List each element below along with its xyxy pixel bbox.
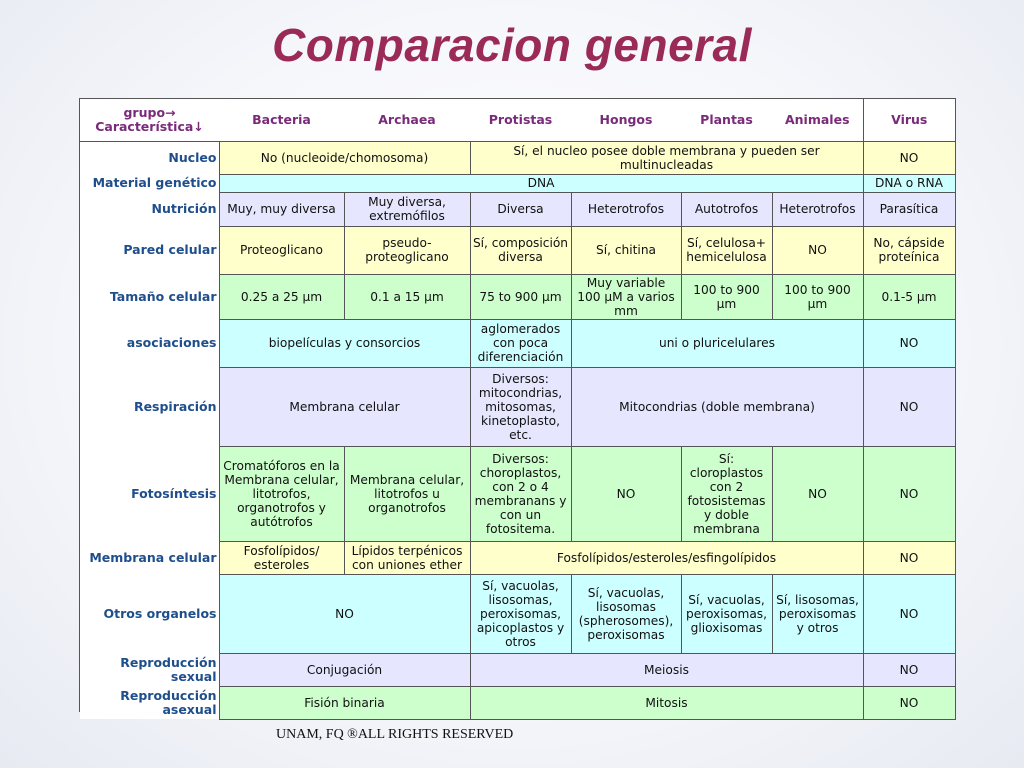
row-label: Nucleo xyxy=(80,141,219,174)
row-label: Pared celular xyxy=(80,226,219,274)
table-cell: Cromatóforos en la Membrana celular, litotrofos, organotrofos y autótrofos xyxy=(219,446,344,541)
table-cell: No, cápside proteínica xyxy=(863,226,955,274)
row-label: Fotosíntesis xyxy=(80,446,219,541)
row-label: Otros organelos xyxy=(80,574,219,653)
table-cell: Fosfolípidos/ esteroles xyxy=(219,541,344,574)
table-row-membrana xyxy=(80,541,955,574)
table-cell: Sí, chitina xyxy=(571,226,681,274)
table-row-nutricion xyxy=(80,192,955,226)
table-cell: NO xyxy=(863,653,955,686)
table-cell: 0.1 a 15 µm xyxy=(344,274,470,319)
table-cell: NO xyxy=(772,226,863,274)
table-cell: Heterotrofos xyxy=(772,192,863,226)
table-cell: Meiosis xyxy=(470,653,863,686)
table-cell: Muy variable 100 µM a varios mm xyxy=(571,274,681,319)
table-cell: 0.25 a 25 µm xyxy=(219,274,344,319)
row-label: Tamaño celular xyxy=(80,274,219,319)
table-cell: DNA xyxy=(219,174,863,192)
comparison-table xyxy=(80,99,956,720)
table-cell: Membrana celular, litotrofos u organotrofos xyxy=(344,446,470,541)
table-cell: Sí, el nucleo posee doble membrana y pueden ser multinucleadas xyxy=(470,141,863,174)
col-header-protistas: Protistas xyxy=(470,99,571,141)
page-title: Comparacion general xyxy=(272,19,752,71)
table-row-asociaciones xyxy=(80,319,955,367)
table-cell: uni o pluricelulares xyxy=(571,319,863,367)
table-row-organelos xyxy=(80,574,955,653)
table-cell: 75 to 900 µm xyxy=(470,274,571,319)
table-row-nucleo xyxy=(80,141,955,174)
col-header-hongos: Hongos xyxy=(571,99,681,141)
table-cell: Membrana celular xyxy=(219,367,470,446)
table-row-respiracion xyxy=(80,367,955,446)
table-row-fotosintesis xyxy=(80,446,955,541)
table-row-tamano xyxy=(80,274,955,319)
table-cell: Muy diversa, extremófilos xyxy=(344,192,470,226)
table-cell: NO xyxy=(863,686,955,719)
col-header-plantas: Plantas xyxy=(681,99,772,141)
table-cell: Diversa xyxy=(470,192,571,226)
table-cell: Diversos: mitocondrias, mitosomas, kinetoplasto, etc. xyxy=(470,367,571,446)
table-cell: Sí, lisosomas, peroxisomas y otros xyxy=(772,574,863,653)
col-header-bacteria: Bacteria xyxy=(219,99,344,141)
table-cell: Heterotrofos xyxy=(571,192,681,226)
table-cell: NO xyxy=(219,574,470,653)
table-row-repro-sexual xyxy=(80,653,955,686)
col-header-virus: Virus xyxy=(863,99,955,141)
table-cell: Sí: cloroplastos con 2 fotosistemas y doble membrana xyxy=(681,446,772,541)
row-label: Material genético xyxy=(80,174,219,192)
table-cell: NO xyxy=(571,446,681,541)
table-cell: NO xyxy=(863,367,955,446)
table-cell: Autotrofos xyxy=(681,192,772,226)
table-cell: NO xyxy=(863,141,955,174)
table-cell: NO xyxy=(863,541,955,574)
table-cell: 100 to 900 µm xyxy=(772,274,863,319)
table-cell: aglomerados con poca diferenciación xyxy=(470,319,571,367)
row-label: asociaciones xyxy=(80,319,219,367)
row-label: Reproducción sexual xyxy=(80,653,219,686)
table-cell: Sí, vacuolas, lisosomas, peroxisomas, apicoplastos y otros xyxy=(470,574,571,653)
table-cell: 100 to 900 µm xyxy=(681,274,772,319)
table-cell: NO xyxy=(863,446,955,541)
table-cell: NO xyxy=(863,574,955,653)
row-label: Respiración xyxy=(80,367,219,446)
table-header-row xyxy=(80,99,955,141)
table-cell: pseudo-proteoglicano xyxy=(344,226,470,274)
table-cell: NO xyxy=(772,446,863,541)
table-row-material xyxy=(80,174,955,192)
row-label: Membrana celular xyxy=(80,541,219,574)
row-label: Reproducción asexual xyxy=(80,686,219,719)
row-label: Nutrición xyxy=(80,192,219,226)
table-cell: 0.1-5 µm xyxy=(863,274,955,319)
table-cell: Sí, vacuolas, peroxisomas, glioxisomas xyxy=(681,574,772,653)
table-cell: Diversos: choroplastos, con 2 o 4 membranans y con un fotositema. xyxy=(470,446,571,541)
table-cell: NO xyxy=(863,319,955,367)
table-cell: DNA o RNA xyxy=(863,174,955,192)
table-row-repro-asexual xyxy=(80,686,955,719)
table-cell: biopelículas y consorcios xyxy=(219,319,470,367)
table-cell: Fisión binaria xyxy=(219,686,470,719)
group-label: grupo→ xyxy=(123,104,176,120)
group-header xyxy=(80,99,219,141)
table-cell: Lípidos terpénicos con uniones ether xyxy=(344,541,470,574)
table-cell: Fosfolípidos/esteroles/esfingolípidos xyxy=(470,541,863,574)
table-cell: Muy, muy diversa xyxy=(219,192,344,226)
table-row-pared xyxy=(80,226,955,274)
characteristic-label: Característica↓ xyxy=(95,118,204,134)
table-cell: Parasítica xyxy=(863,192,955,226)
table-cell: Sí, composición diversa xyxy=(470,226,571,274)
table-cell: Conjugación xyxy=(219,653,470,686)
col-header-archaea: Archaea xyxy=(344,99,470,141)
table-cell: Proteoglicano xyxy=(219,226,344,274)
col-header-animales: Animales xyxy=(772,99,863,141)
copyright-footer: UNAM, FQ ®ALL RIGHTS RESERVED xyxy=(276,727,514,742)
table-cell: Mitocondrias (doble membrana) xyxy=(571,367,863,446)
table-cell: Mitosis xyxy=(470,686,863,719)
table-cell: No (nucleoide/chomosoma) xyxy=(219,141,470,174)
comparison-table-container xyxy=(79,98,956,717)
table-cell: Sí, celulosa+ hemicelulosa xyxy=(681,226,772,274)
table-cell: Sí, vacuolas, lisosomas (spherosomes), peroxisomas xyxy=(571,574,681,653)
